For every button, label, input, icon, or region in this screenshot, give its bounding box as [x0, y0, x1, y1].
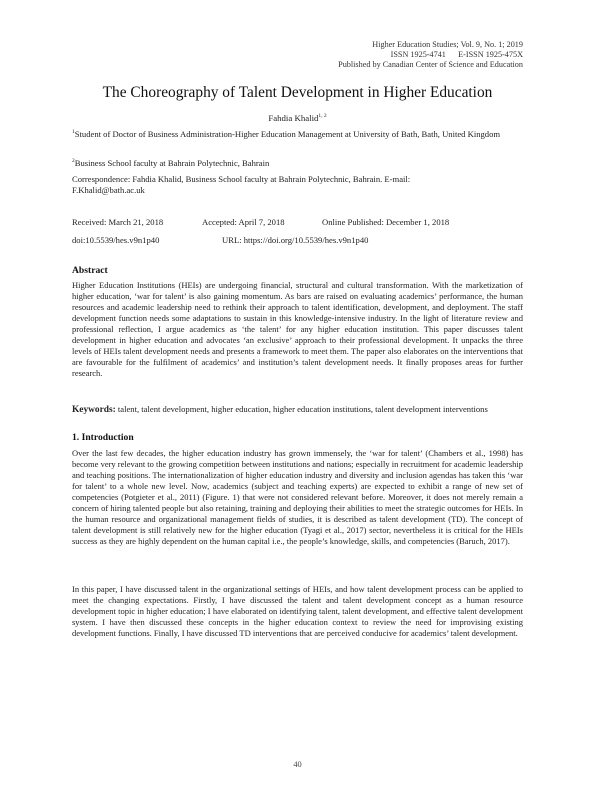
doi-text[interactable]: doi:10.5539/hes.v9n1p40 [72, 235, 160, 245]
online-date: Online Published: December 1, 2018 [322, 217, 450, 227]
paper-title: The Choreography of Talent Development in Higher Education [102, 84, 493, 101]
affiliation-1 [72, 127, 523, 140]
affiliation-2 [72, 156, 523, 169]
journal-line: Higher Education Studies; Vol. 9, No. 1; 2019 [372, 40, 523, 49]
author-line [72, 113, 523, 123]
journal-header [338, 40, 523, 71]
accepted-date: Accepted: April 7, 2018 [202, 217, 285, 227]
author-sup: 1, 2 [318, 113, 327, 120]
abstract-heading: Abstract [72, 265, 108, 276]
intro-paragraph-2: In this paper, I have discussed talent in the organizational settings of HEIs, and how talent development process can be applied to meet the changing expectations. Firstly, I have discussed the talent and talent development concept as a human resource development topic in higher education; I have elaborated on identifying talent, talent development, and effective talent development system. I have then discussed these concepts in the higher education context to review the need for improvising existing development functions. Finally, I have discussed TD interventions that are perceived conducive for academics’ talent development. [72, 584, 523, 638]
keywords [72, 404, 523, 416]
received-date: Received: March 21, 2018 [72, 217, 164, 227]
intro-heading: 1. Introduction [72, 432, 134, 443]
doi-url[interactable]: URL: https://doi.org/10.5539/hes.v9n1p40 [222, 235, 369, 245]
affiliation-2-sup: 2 [72, 158, 75, 164]
intro-paragraph-1: Over the last few decades, the higher education industry has grown immensely, the ‘war for talent’ (Chambers et al., 1998) has become very relevant to the growing competition between institutions and nations; especially in recruitment for academic leadership and teaching positions. The internationalization of higher education industry and diversity and inclusion agendas has taken this ‘war for talent’ to a whole new level. Now, academics (subject and teaching experts) are expected to exhibit a range of new set of competencies (Potgieter et al., 2011) (Figure. 1) that were not considered relevant before. Moreover, it does not merely remain a concern of hiring talented people but also retaining, training and deploying their abilities to meet the strategic outcomes for HEIs. In the human resource and organizational management fields of studies, it is described as talent development (TD). The concept of talent development is still relatively new for the higher education (Tyagi et al., 2017) sector, nevertheless it is critical for the HEIs success as they are highly dependent on the human capital i.e., the people’s knowledge, skills, and competencies (Baruch, 2017). [72, 448, 523, 546]
author-name: Fahdia Khalid [268, 113, 319, 123]
abstract-text: Higher Education Institutions (HEIs) are undergoing financial, structural and cultural transformation. With the marketization of higher education, ‘war for talent’ is also gaining momentum. As bars are raised on evaluating academics’ performance, the human resources and academic leadership need to rethink their approach to talent identification, development, and deployment. The staff development function needs some adaptations to sustain in this knowledge-intensive industry. In the light of literature review and professional reflection, I argue academics as ‘the talent’ for any higher education institution. This paper discusses talent development in higher education and advocates ‘an exclusive’ approach to their professional development. It unpacks the three levels of HEIs talent development needs and presents a framework to meet them. The paper also elaborates on the interventions that are favourable for the fulfilment of academics’ and institution’s talent development needs. It finally proposes areas for further research. [72, 280, 523, 378]
affiliation-1-sup: 1 [72, 129, 75, 135]
affiliation-2-text: Business School faculty at Bahrain Polytechnic, Bahrain [74, 157, 270, 168]
correspondence: Correspondence: Fahdia Khalid, Business School faculty at Bahrain Polytechnic, Bahrain. E-mail: F.Khalid@bath.ac.uk [72, 174, 411, 195]
publisher-line: Published by Canadian Center of Science and Education [338, 60, 523, 70]
affiliation-1-text: Student of Doctor of Business Administration-Higher Education Management at University of Bath, Bath, United Kingdom [74, 128, 501, 139]
issn-line: ISSN 1925-4741 E-ISSN 1925-475X [390, 50, 523, 60]
page-number: 40 [293, 760, 302, 769]
keywords-text: talent, talent development, higher education, higher education institutions, talent development interventions [117, 404, 488, 414]
keywords-label: Keywords: [72, 405, 116, 415]
